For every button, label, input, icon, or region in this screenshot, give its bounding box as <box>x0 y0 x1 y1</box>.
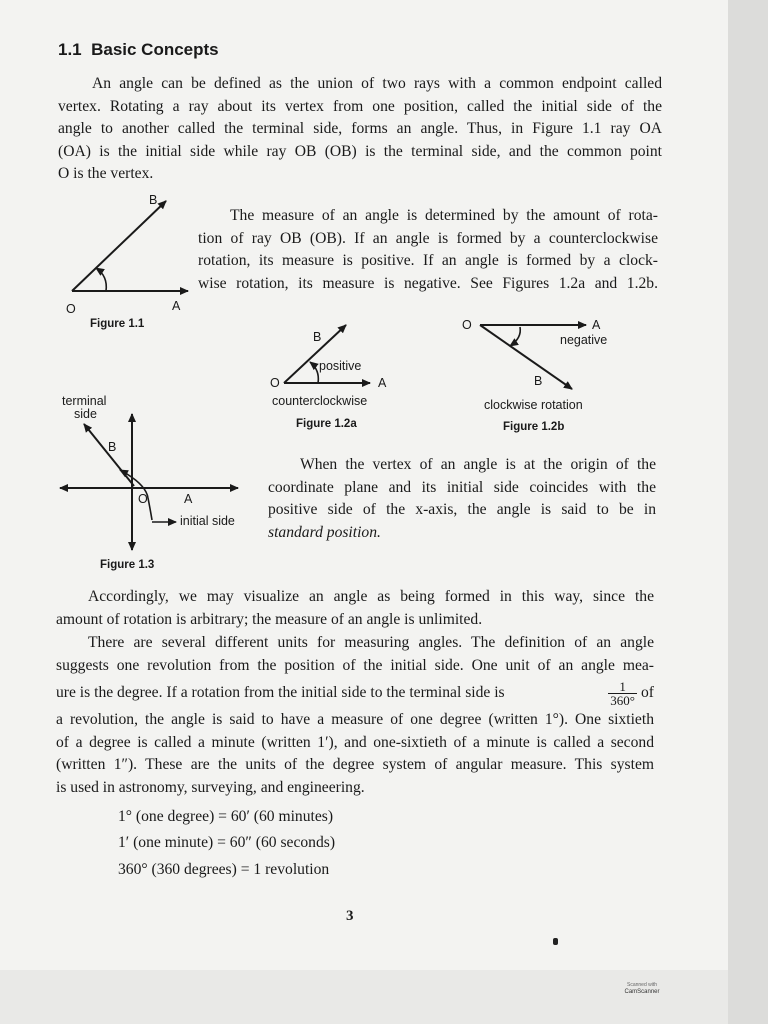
text-line: is used in astronomy, surveying, and engineering. <box>56 778 365 796</box>
fig11-label-b: B <box>149 193 158 207</box>
page-number: 3 <box>346 908 354 924</box>
text-line: tion of ray OB (OB). If an angle is formed by a counterclockwise <box>198 229 658 247</box>
fig12b-label-b: B <box>534 374 543 388</box>
fig13-label-o: O <box>138 492 148 506</box>
fig12b-arc-label: negative <box>560 333 608 347</box>
text-line: (OA) is the initial side while ray OB (OB) is the terminal side, and the common point <box>58 142 662 160</box>
fig12b-caption: Figure 1.2b <box>503 421 565 433</box>
text-line: positive side of the x-axis, the angle is said to be in <box>268 501 656 518</box>
fig12a-label-a: A <box>378 376 387 390</box>
text-segment: ure is the degree. If a rotation from the initial side to the terminal side is <box>56 683 505 701</box>
fig12b-description: clockwise rotation <box>484 398 583 412</box>
text-line-with-fraction <box>56 677 654 709</box>
section-number: 1.1 <box>58 40 82 59</box>
text-line: Accordingly, we may visualize an angle as being formed in this way, since the <box>88 588 654 605</box>
text-line: An angle can be defined as the union of two rays with a common endpoint called <box>92 75 662 92</box>
fig13-label-a: A <box>184 492 193 506</box>
text-line: of a degree is called a minute (written 1′), and one-sixtieth of a minute is called a second <box>56 733 654 751</box>
text-line: a revolution, the angle is said to have a measure of one degree (written 1°). One sixtieth <box>56 711 654 728</box>
text-line: vertex. Rotating a ray about its vertex from one position, called the initial side of the <box>58 97 662 115</box>
text-line: amount of rotation is arbitrary; the measure of an angle is unlimited. <box>56 610 483 628</box>
fig11-ray-ob <box>72 201 166 291</box>
fig12a-caption: Figure 1.2a <box>296 418 357 430</box>
text-line: (written 1″). These are the units of the degree system of angular measure. This system <box>56 756 654 773</box>
scanner-watermark <box>622 982 662 996</box>
fig12a-rotation-arc <box>310 362 318 383</box>
equation-revolution: 360° (360 degrees) = 1 revolution <box>118 861 330 878</box>
fig12b-label-o: O <box>462 318 472 332</box>
fig12a-label-o: O <box>270 376 280 390</box>
watermark-line: CamScanner <box>624 989 660 995</box>
fraction-numerator: 1 <box>608 680 637 694</box>
text-line: rotation, its measure is positive. If an angle is formed by a clock- <box>198 252 658 269</box>
fig12a-label-b: B <box>313 330 322 344</box>
text-line: There are several different units for measuring angles. The definition of an angle <box>88 634 654 651</box>
fig12a-description: counterclockwise <box>272 394 368 408</box>
fraction <box>608 680 637 707</box>
paragraph-units <box>56 632 654 799</box>
fig13-label-terminal: terminal <box>62 394 107 408</box>
fig13-terminal-ray <box>84 424 134 486</box>
watermark-line: Scanned with <box>626 982 658 988</box>
paragraph-standard-position <box>268 454 656 544</box>
fig12b-ray-ob <box>480 325 572 389</box>
fig12b-rotation-arc <box>510 327 520 346</box>
fig11-label-a: A <box>172 299 181 313</box>
text-line: O is the vertex. <box>58 165 154 182</box>
text-segment: of <box>641 683 654 701</box>
fraction-denominator: 360° <box>610 692 635 708</box>
fig12b-label-a: A <box>592 318 601 332</box>
fig13-label-side: side <box>74 407 97 421</box>
text-line: coordinate plane and its initial side coincides with the <box>268 478 656 496</box>
paragraph-unlimited <box>56 586 654 631</box>
fig13-caption: Figure 1.3 <box>100 559 155 571</box>
text-line: suggests one revolution from the position of the initial side. One unit of an angle mea- <box>56 656 654 674</box>
fig13-label-initial-side: initial side <box>180 514 235 528</box>
text-line: standard position. <box>268 523 381 541</box>
equation-minute: 1′ (one minute) = 60″ (60 seconds) <box>118 834 336 851</box>
text-line: When the vertex of an angle is at the origin of the <box>300 456 656 473</box>
text-line: The measure of an angle is determined by the amount of rota- <box>230 207 658 224</box>
ink-dot <box>553 938 558 945</box>
fig11-caption: Figure 1.1 <box>90 318 145 330</box>
text-line: angle to another called the terminal side, forms an angle. Thus, in Figure 1.1 ray OA <box>58 120 662 137</box>
fig12a-arc-label: positive <box>319 359 362 373</box>
text-line: wise rotation, its measure is negative. See Figures 1.2a and 1.2b. <box>198 274 658 292</box>
fig11-rotation-arc <box>96 268 106 291</box>
fig13-label-b: B <box>108 440 117 454</box>
equation-degree: 1° (one degree) = 60′ (60 minutes) <box>118 808 334 825</box>
fig11-label-o: O <box>66 302 76 316</box>
section-title: Basic Concepts <box>91 40 219 59</box>
